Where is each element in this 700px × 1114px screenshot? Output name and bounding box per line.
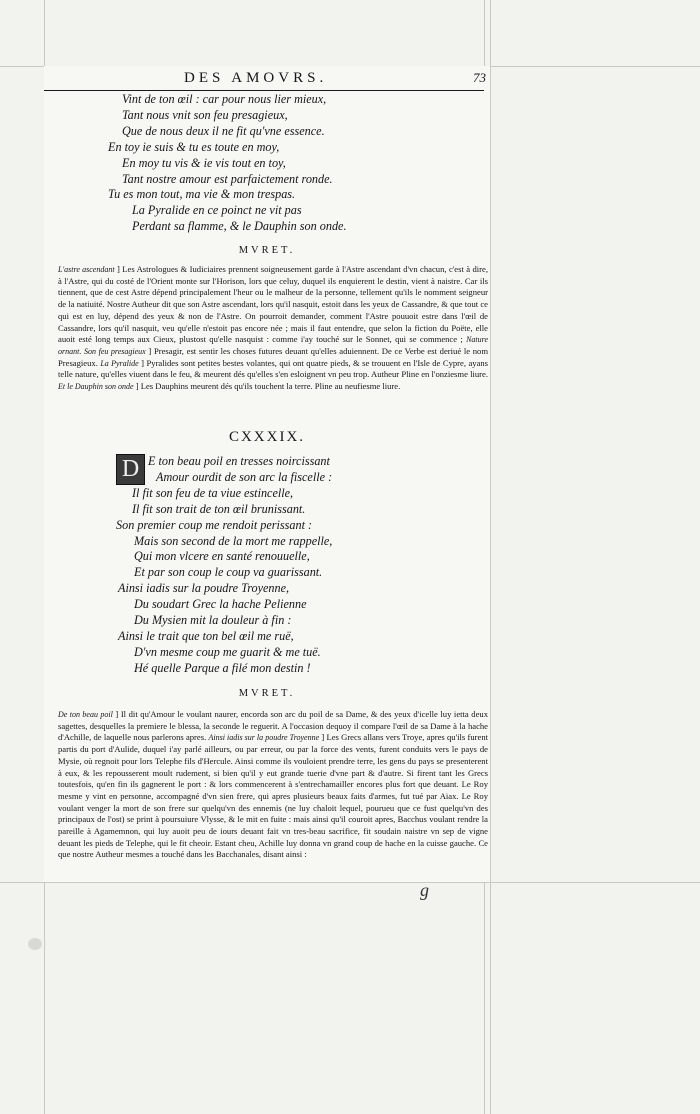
signature-mark: g: [420, 880, 429, 900]
commentary-heading: MVRET.: [238, 245, 296, 256]
page-header: [44, 70, 484, 91]
verse-line: Amour ourdit de son arc la fiscelle :: [156, 469, 333, 484]
verse-line: Il fit son feu de ta viue estincelle,: [132, 485, 294, 500]
citation: Son feu presagieux: [84, 346, 146, 356]
verse-line: Vint de ton œil : car pour nous lier mieux,: [122, 92, 327, 106]
verse-line: Et par son coup le coup va guarissant.: [134, 565, 323, 580]
commentary-text: ] Pyralides sont petites bestes volantes, qui ont quatre pieds, & se trouuent en l'Isle de Cypre, ayans telle nature, qu'elles viuent dans le feu, & meurent dés qu'elles s'en esloignent vn peu trop. Autheur Pline en l'onziesme liure.: [58, 357, 489, 380]
running-title: DES AMOVRS.: [184, 70, 328, 86]
sonnet-verse: [116, 454, 486, 677]
commentary-text: ] Les Dauphins meurent dés qu'ils touchent la terre. Pline au neufiesme liure.: [135, 381, 401, 392]
commentary-heading: MVRET.: [238, 688, 296, 699]
verse-line: D'vn mesme coup me guarit & me tuë.: [134, 644, 321, 659]
citation: De ton beau poil: [58, 710, 113, 719]
citation: Et le Dauphin son onde: [58, 382, 134, 392]
verse-line: Tu es mon tout, ma vie & mon trespas.: [108, 187, 296, 202]
dropcap-letter: D: [116, 454, 145, 485]
commentary-text: ] Presagir, est sentir les choses futures deuant qu'elles aduiennent. De ce Verbe est deriué le nom Presagieux.: [58, 345, 489, 368]
verse-line: Il fit son trait de ton œil brunissant.: [132, 501, 306, 516]
sonnet-number: CXXXIX.: [228, 429, 306, 445]
verse-line: Ainsi le trait que ton bel œil me ruë,: [118, 628, 294, 643]
commentary-block: [58, 709, 488, 861]
verse-line: En toy ie suis & tu es toute en moy,: [108, 139, 280, 154]
commentary-text: ] Il dit qu'Amour le voulant naurer, encorda son arc du poil de sa Dame, & des yeux d'icelle luy ietta deux sagettes, desquelles la premiere le blessa, la seconde le reguerit. A l'occasion dequoy il compare l'œil de sa Dame à la hache d'Achille, de laquelle nous parlerons apres.: [58, 709, 489, 743]
verse-line: Tant nostre amour est parfaictement ronde.: [122, 171, 333, 186]
commentary-text: ] Les Astrologues & Iudiciaires prennent soigneusement garde à l'Astre ascendant d'vn chacun, c'est à dire, à l'Astre, qui du costé de l'Orient monte sur l'Horison, lors que celuy, duquel ils enquierent le destin, vient à naistre. Car ils tiennent, que de cest Astre dépend principalement l'heur ou le malheur de la personne, tellement qu'ils le nomment seigneur de la natiuité. Nostre Autheur dit que son Astre ascendant, lors qu'il nasquit, estoit dans les yeux de Cassandre, & que tout ce qui est en luy, dépend des yeux & non de l'Astre. On pourroit demander, comment l'Astre pouuoit estre dans l'œil de Cassandre, lors qu'il nasquit, veu qu'elle n'estoit pas encore née ; mais il faut entendre, que selon la fiction du Poëte, elle auoit esté long temps aux Cieux, plustost qu'elle nasquist : comme i'ay touché sur le Sonnet, qui se commence ;: [58, 264, 488, 345]
verse-line: Hé quelle Parque a filé mon destin !: [134, 660, 311, 675]
verse-line: E ton beau poil en tresses noircissant: [148, 454, 330, 468]
commentary-block: [58, 264, 488, 393]
verse-line: Du Mysien mit la douleur à fin :: [134, 613, 292, 628]
paper-stain: [28, 938, 42, 950]
verse-line: Qui mon vlcere en santé renouuelle,: [134, 549, 310, 564]
citation: L'astre ascendant: [58, 265, 115, 274]
citation: Nature ornant.: [58, 335, 488, 356]
verse-line: Perdant sa flamme, & le Dauphin son onde.: [132, 219, 347, 234]
verse-line: Que de nous deux il ne fit qu'vne essence.: [122, 123, 325, 138]
commentary-text: ] Les Grecs allans vers Troye, apres qu'ils furent partis du port d'Aulide, duquel i'ay parlé ailleurs, ou par erreur, ou par la force des vents, furent conduits vers le pays de Mysie, où regnoit pour lors Telephe fils d'Hercule. Ainsi comme ils vouloient prendre terre, les gens du pays se presenterent à eux, & les repousserent moult rudement, si bien qu'il y eut grande tuerie d'vne part & d'autre. Si firent tant les Grecs toutesfois, qu'en fin ils gagnerent le port : & lors commencerent à s'entrechamailler encores plus fort que deuant. Le Roy mesme y vint en personne, accompagné d'vn sien frere, qui apres plusieurs beaux faits d'armes, fut tué par Aiax. Le Roy voulant venger la mort de son frere sur quelqu'vn des ennemis (ne luy chaloit lequel, pourueu que ce fust quelqu'vn des principaux de l'ost) se print à poursuiure Vlysse, & le mit en fuite : mais ainsi qu'il couroit apres, Bacchus voulant rendre la pareille à Agamemnon, qui luy auoit peu de iours deuant fait vn tres-beau sacrifice, fit soudain naistre vn sep de vigne deuant les pieds de Telephe, qui le fit cheoir. Estant cheu, Achille luy donna vn grand coup de hache en la cuisse gauche. Ce que nostre Autheur mesmes a touché dans les Bacchanales, disant ainsi :: [58, 732, 488, 860]
page-number: 73: [473, 70, 486, 85]
verse-line: Son premier coup me rendoit perissant :: [116, 517, 313, 532]
verse-line: Ainsi iadis sur la poudre Troyenne,: [118, 581, 290, 596]
verse-line: En moy tu vis & ie vis tout en toy,: [122, 155, 286, 170]
verse-top: [108, 92, 488, 235]
verse-line: Tant nous vnit son feu presagieux,: [122, 107, 288, 122]
citation: La Pyralide: [100, 358, 139, 368]
vertical-rule-outer: [490, 0, 491, 1114]
citation: Ainsi iadis sur la poudre Troyenne: [208, 733, 320, 743]
verse-line: Mais son second de la mort me rappelle,: [134, 533, 333, 548]
horizontal-rule-bottom: [0, 882, 700, 883]
verse-line: La Pyralide en ce poinct ne vit pas: [132, 203, 302, 218]
verse-line: Du soudart Grec la hache Pelienne: [134, 597, 307, 612]
